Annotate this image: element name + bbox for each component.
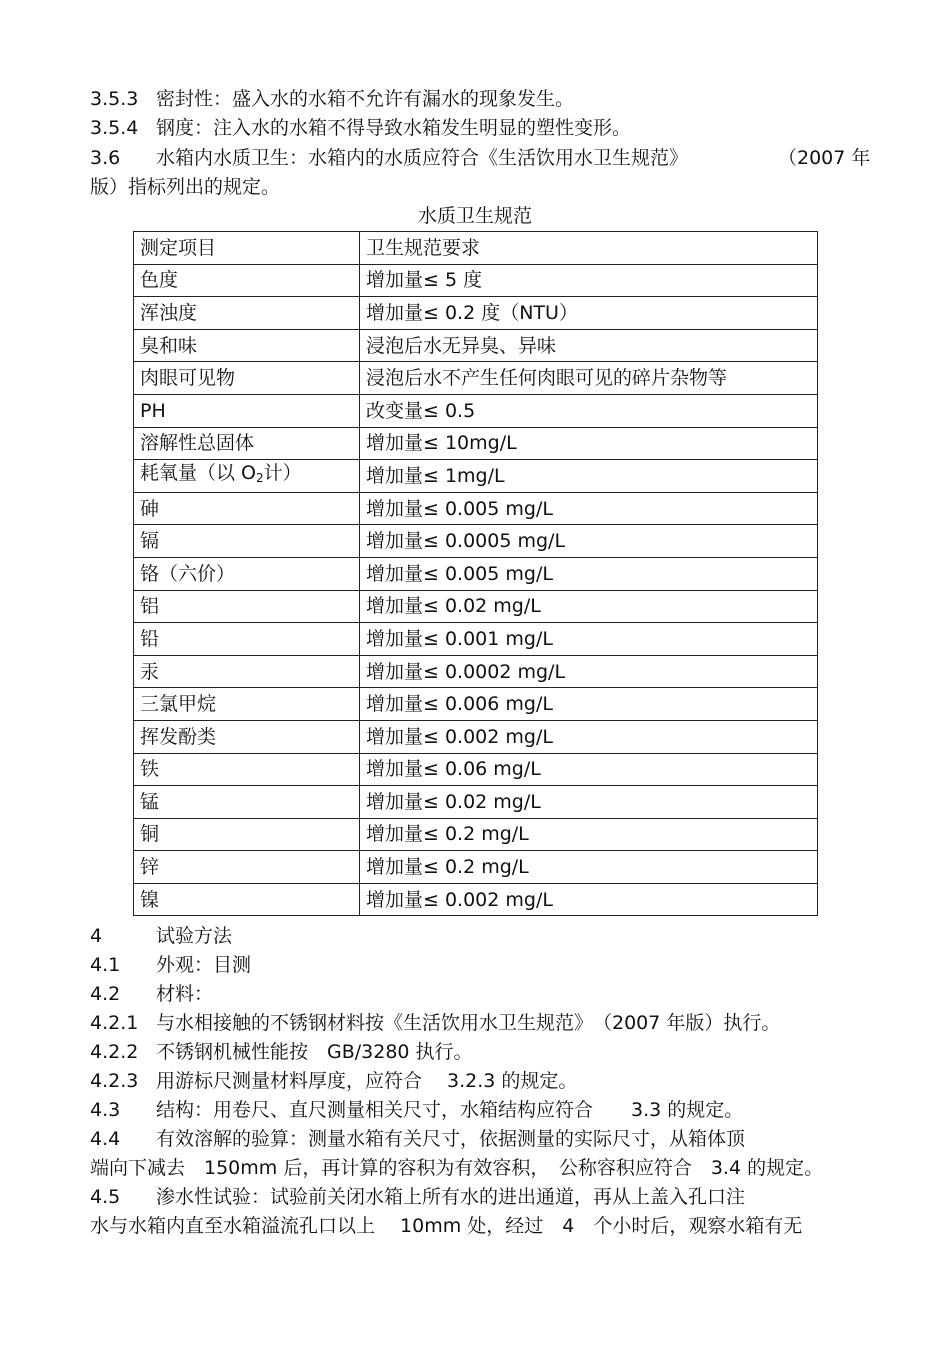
- requirement-cell: 增加量≤ 0.2 mg/L: [360, 851, 818, 884]
- clause-text: 钢度：注入水的水箱不得导致水箱发生明显的塑性变形。: [156, 117, 632, 139]
- clause-text: 版）指标列出的规定。: [90, 176, 281, 198]
- clause-number: 4.2.3: [90, 1070, 139, 1092]
- table-row: [134, 818, 818, 851]
- requirement-cell: 浸泡后水不产生任何肉眼可见的碎片杂物等: [360, 362, 818, 395]
- clause-4-4: [90, 1126, 745, 1152]
- requirement-cell: 增加量≤ 0.2 度（NTU）: [360, 297, 818, 330]
- item-cell: 铬（六价）: [134, 557, 360, 590]
- clause-text: 外观：目测: [156, 954, 252, 976]
- clause-4-4-continued: [90, 1155, 823, 1181]
- clause-number: 4: [90, 925, 103, 947]
- clause-text-tail: （2007 年: [778, 147, 871, 169]
- clause-text: 渗水性试验：试验前关闭水箱上所有水的进出通道，再从上盖入孔口注: [156, 1186, 746, 1208]
- clause-3-6-continued: [90, 174, 280, 200]
- table-row: [134, 525, 818, 558]
- requirement-cell: 浸泡后水无异臭、异味: [360, 329, 818, 362]
- header-requirement: 卫生规范要求: [360, 232, 818, 265]
- clause-text: 水与水箱内直至水箱溢流孔口以上 10mm 处，经过 4 个小时后，观察水箱有无: [90, 1215, 803, 1237]
- item-cell: 汞: [134, 655, 360, 688]
- table-row: [134, 590, 818, 623]
- table-row: [134, 362, 818, 395]
- table-row: [134, 851, 818, 884]
- item-cell: 铝: [134, 590, 360, 623]
- clause-number: 3.5.3: [90, 88, 139, 110]
- item-cell: 锰: [134, 786, 360, 819]
- clause-4-5-continued: [90, 1213, 802, 1239]
- item-cell: 肉眼可见物: [134, 362, 360, 395]
- requirement-cell: 改变量≤ 0.5: [360, 394, 818, 427]
- clause-number: 4.3: [90, 1099, 121, 1121]
- clause-text: 水箱内水质卫生：水箱内的水质应符合《生活饮用水卫生规范》: [156, 147, 689, 169]
- clause-text: 端向下减去 150mm 后，再计算的容积为有效容积， 公称容积应符合 3.4 的规定。: [90, 1157, 824, 1179]
- header-item: 测定项目: [134, 232, 360, 265]
- clause-text: 材料：: [156, 983, 214, 1005]
- clause-number: 4.2.1: [90, 1012, 139, 1034]
- table-row: [134, 329, 818, 362]
- table-row: [134, 883, 818, 916]
- clause-4-1: [90, 952, 251, 978]
- table-row: [134, 655, 818, 688]
- item-cell: 色度: [134, 264, 360, 297]
- item-cell: 臭和味: [134, 329, 360, 362]
- requirement-cell: 增加量≤ 0.02 mg/L: [360, 786, 818, 819]
- item-cell: 铜: [134, 818, 360, 851]
- requirement-cell: 增加量≤ 1mg/L: [360, 460, 818, 493]
- item-cell: 溶解性总固体: [134, 427, 360, 460]
- table-row: [134, 753, 818, 786]
- requirement-cell: 增加量≤ 0.002 mg/L: [360, 883, 818, 916]
- table-row: [134, 427, 818, 460]
- requirement-cell: 增加量≤ 0.005 mg/L: [360, 492, 818, 525]
- o2-label-post: 计）: [263, 462, 302, 485]
- table-row: [134, 688, 818, 721]
- o2-label-pre: 耗氧量（以 O: [140, 462, 256, 485]
- clause-3-6: [90, 145, 871, 171]
- clause-number: 3.6: [90, 147, 121, 169]
- requirement-cell: 增加量≤ 0.0005 mg/L: [360, 525, 818, 558]
- clause-text: 有效溶解的验算：测量水箱有关尺寸，依据测量的实际尺寸，从箱体顶: [156, 1128, 746, 1150]
- clause-4-2: [90, 981, 213, 1007]
- item-cell: 铅: [134, 623, 360, 656]
- requirement-cell: 增加量≤ 0.06 mg/L: [360, 753, 818, 786]
- clause-text: 密封性：盛入水的水箱不允许有漏水的现象发生。: [156, 88, 575, 110]
- table-header-row: [134, 232, 818, 265]
- item-cell: 挥发酚类: [134, 720, 360, 753]
- table-row: [134, 297, 818, 330]
- requirement-cell: 增加量≤ 10mg/L: [360, 427, 818, 460]
- table-row: [134, 623, 818, 656]
- clause-4-5: [90, 1184, 745, 1210]
- requirement-cell: 增加量≤ 0.0002 mg/L: [360, 655, 818, 688]
- table-row: [134, 492, 818, 525]
- requirement-cell: 增加量≤ 0.005 mg/L: [360, 557, 818, 590]
- table-row: [134, 786, 818, 819]
- table-row: [134, 394, 818, 427]
- table-row: [134, 460, 818, 493]
- clause-number: 4.4: [90, 1128, 121, 1150]
- item-cell: [134, 460, 360, 493]
- section-4: [90, 923, 232, 949]
- clause-text: 试验方法: [156, 925, 233, 947]
- requirement-cell: 增加量≤ 0.006 mg/L: [360, 688, 818, 721]
- clause-number: 4.2: [90, 983, 121, 1005]
- item-cell: 三氯甲烷: [134, 688, 360, 721]
- table-caption: 水质卫生规范: [417, 205, 532, 227]
- item-cell: 镍: [134, 883, 360, 916]
- clause-text: 与水相接触的不锈钢材料按《生活饮用水卫生规范》 （2007 年版）执行。: [156, 1012, 781, 1034]
- clause-number: 3.5.4: [90, 117, 139, 139]
- table-row: [134, 557, 818, 590]
- requirement-cell: 增加量≤ 5 度: [360, 264, 818, 297]
- item-cell: 铁: [134, 753, 360, 786]
- item-cell: PH: [134, 394, 360, 427]
- clause-3-5-3: [90, 86, 574, 112]
- clause-number: 4.2.2: [90, 1041, 139, 1063]
- clause-3-5-4: [90, 115, 631, 141]
- clause-4-2-2: [90, 1039, 473, 1065]
- table-row: [134, 264, 818, 297]
- clause-4-3: [90, 1097, 743, 1123]
- clause-text: 用游标尺测量材料厚度，应符合 3.2.3 的规定。: [156, 1070, 578, 1092]
- requirement-cell: 增加量≤ 0.2 mg/L: [360, 818, 818, 851]
- item-cell: 锌: [134, 851, 360, 884]
- clause-text: 不锈钢机械性能按 GB/3280 执行。: [156, 1041, 473, 1063]
- requirement-cell: 增加量≤ 0.002 mg/L: [360, 720, 818, 753]
- o2-subscript: 2: [256, 471, 264, 486]
- item-cell: 砷: [134, 492, 360, 525]
- requirement-cell: 增加量≤ 0.001 mg/L: [360, 623, 818, 656]
- clause-number: 4.5: [90, 1186, 121, 1208]
- clause-number: 4.1: [90, 954, 121, 976]
- item-cell: 浑浊度: [134, 297, 360, 330]
- item-cell: 镉: [134, 525, 360, 558]
- requirement-cell: 增加量≤ 0.02 mg/L: [360, 590, 818, 623]
- water-quality-table: [133, 231, 818, 916]
- clause-text: 结构：用卷尺、直尺测量相关尺寸，水箱结构应符合 3.3 的规定。: [156, 1099, 744, 1121]
- clause-4-2-3: [90, 1068, 577, 1094]
- clause-4-2-1: [90, 1010, 780, 1036]
- table-row: [134, 720, 818, 753]
